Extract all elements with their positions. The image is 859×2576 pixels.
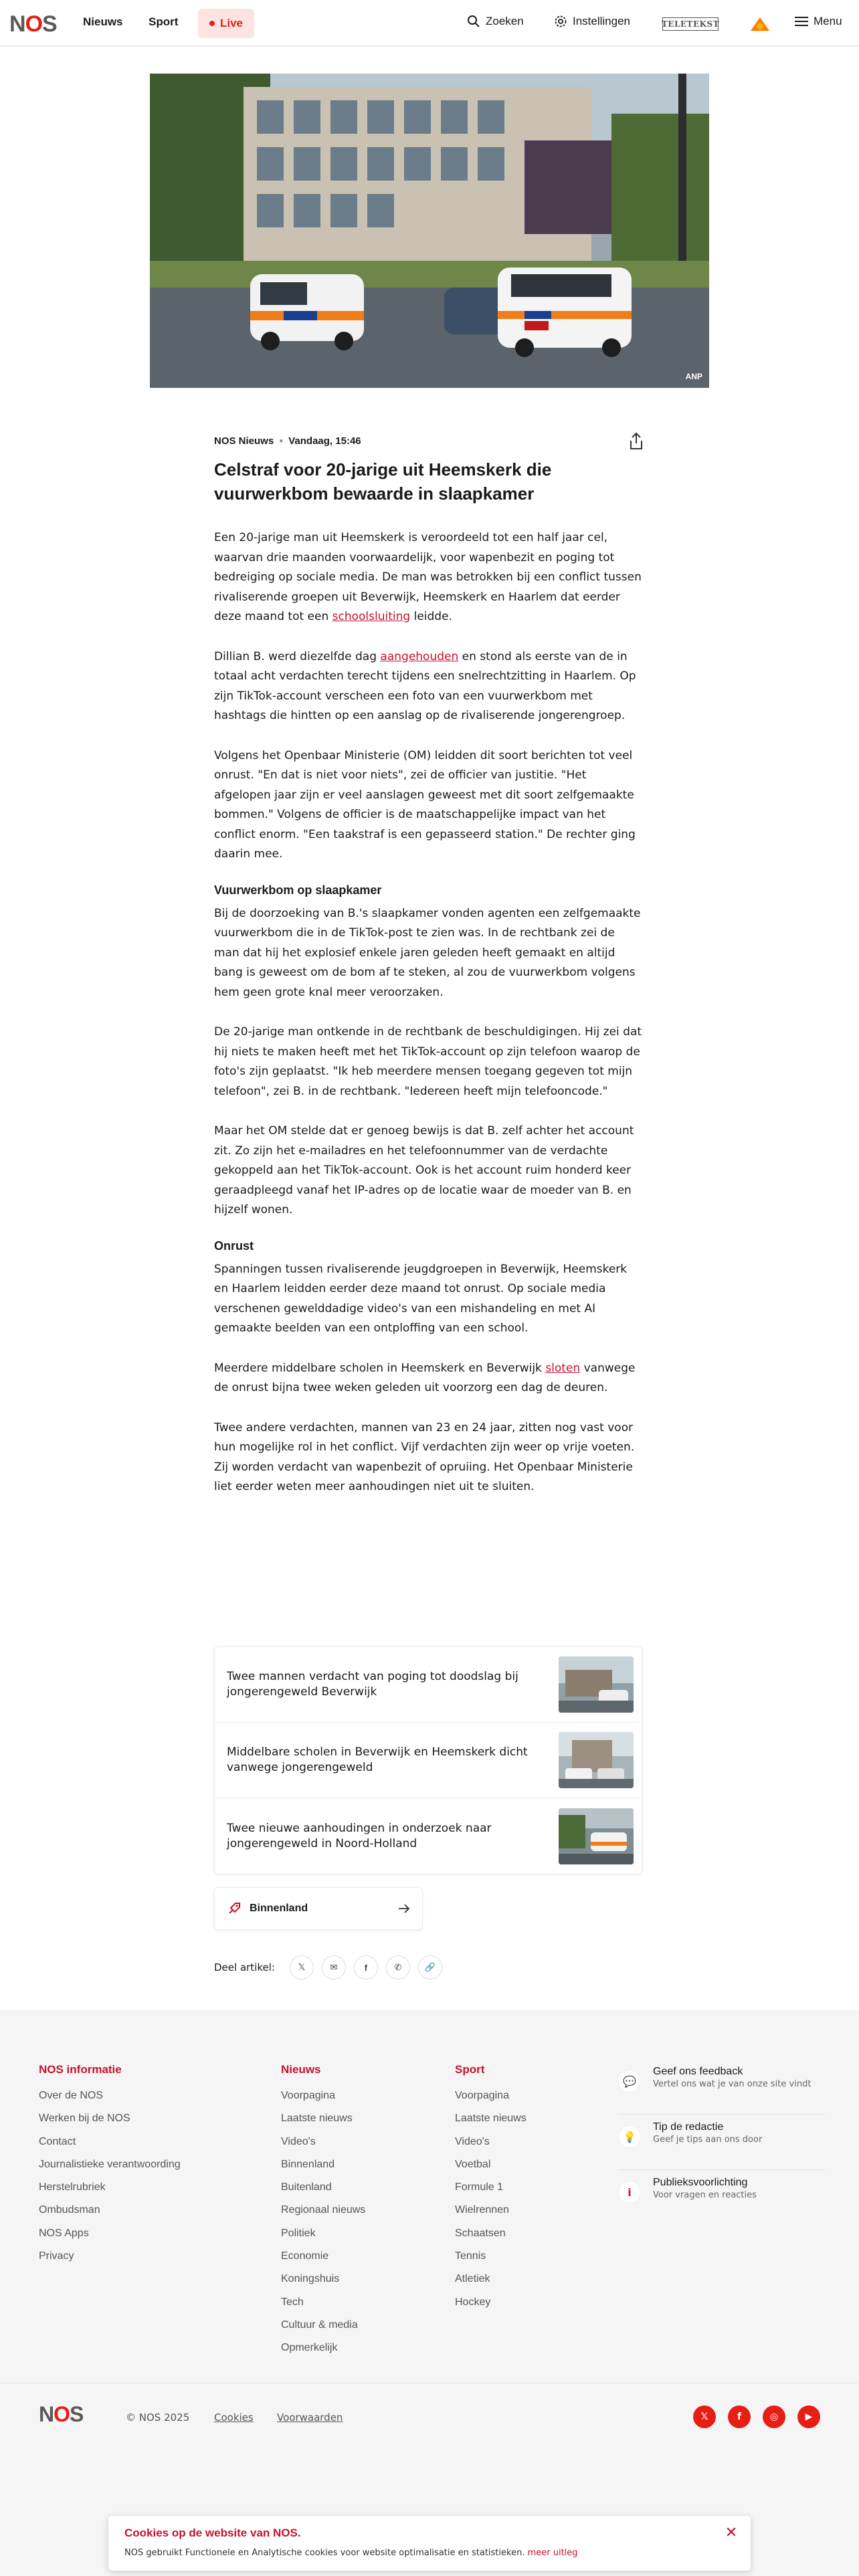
feedback-subtitle: Vertel ons wat je van onze site vindt bbox=[653, 2079, 812, 2089]
paragraph-5: De 20-jarige man ontkende in de rechtbank de beschuldigingen. Hij zei dat hij niets te maken heeft met het TikTok-account op zijn telefoon waarop de foto's zijn geplaatst. "Ik heb meerdere mensen toegang gegeven tot mijn telefoon", zei B. in de rechtbank. "Iedereen heeft mijn telefooncode." bbox=[214, 1025, 642, 1098]
paragraph-2 bbox=[214, 647, 642, 726]
article-meta bbox=[214, 435, 361, 447]
footer-link[interactable]: Laatste nieuws bbox=[281, 2113, 353, 2125]
logo-letter: S bbox=[70, 2402, 84, 2426]
menu-button[interactable] bbox=[795, 15, 842, 28]
footer-link[interactable]: Video's bbox=[281, 2135, 316, 2147]
footer-link[interactable]: Werken bij de NOS bbox=[39, 2113, 130, 2125]
share-article-button[interactable] bbox=[628, 432, 645, 451]
search-label: Zoeken bbox=[486, 15, 524, 27]
footer-link[interactable]: Contact bbox=[39, 2135, 76, 2147]
footer-col-sport bbox=[455, 2062, 527, 2314]
footer-link[interactable]: Regionaal nieuws bbox=[281, 2204, 366, 2216]
chat-icon: 💬 bbox=[618, 2070, 641, 2092]
footer-link[interactable]: Journalistieke verantwoording bbox=[39, 2158, 181, 2170]
footer-col-nieuws bbox=[281, 2062, 365, 2360]
article-title: Celstraf voor 20-jarige uit Heemskerk die vuurwerkbom bewaarde in slaapkamer bbox=[214, 459, 552, 504]
share-row bbox=[214, 1955, 442, 1979]
subheading-vuurwerkbom: Vuurwerkbom op slaapkamer bbox=[214, 883, 382, 897]
nav-sport[interactable]: Sport bbox=[149, 15, 179, 28]
hamburger-icon bbox=[795, 16, 808, 27]
live-dot-icon bbox=[209, 21, 215, 26]
nav-nieuws[interactable]: Nieuws bbox=[83, 15, 123, 28]
logo-letter: S bbox=[42, 11, 57, 37]
related-article-title: Twee mannen verdacht van poging tot doodslag bij jongerengeweld Beverwijk bbox=[227, 1670, 518, 1699]
arrow-right-icon bbox=[398, 1904, 410, 1913]
paragraph-1-text-b: leidde. bbox=[410, 610, 452, 623]
footer-link[interactable]: Privacy bbox=[39, 2250, 74, 2262]
related-article-thumbnail bbox=[559, 1732, 634, 1788]
footer-link[interactable]: Politiek bbox=[281, 2227, 316, 2239]
footer-col-title: Sport bbox=[455, 2063, 485, 2076]
footer-link[interactable]: Formule 1 bbox=[455, 2181, 504, 2193]
footer-copyright: © NOS 2025 bbox=[126, 2411, 190, 2424]
site-header bbox=[0, 0, 859, 47]
cookie-banner bbox=[108, 2516, 751, 2571]
footer-link[interactable]: Voorpagina bbox=[455, 2090, 509, 2101]
article-body bbox=[214, 528, 642, 1517]
site-footer bbox=[0, 2010, 859, 2576]
paragraph-8-text-b: vanwege de onrust bijna twee weken geleden uit voorzorg een dag de deuren. bbox=[214, 1361, 636, 1394]
article-time: Vandaag, 15:46 bbox=[288, 435, 361, 447]
nos-logo[interactable] bbox=[9, 13, 57, 35]
footer-list bbox=[455, 2084, 527, 2314]
search-icon bbox=[467, 15, 480, 28]
lightbulb-icon: 💡 bbox=[618, 2125, 641, 2148]
footer-link[interactable]: Buitenland bbox=[281, 2181, 332, 2193]
footer-link[interactable]: Wielrennen bbox=[455, 2204, 509, 2216]
paragraph-8-text-a: Meerdere middelbare scholen in Heemskerk en Beverwijk bbox=[214, 1361, 546, 1375]
share-email-icon[interactable]: ✉ bbox=[322, 1955, 346, 1979]
feedback-title: Geef ons feedback bbox=[653, 2066, 743, 2077]
category-label: Binnenland bbox=[250, 1903, 308, 1914]
paragraph-1 bbox=[214, 528, 642, 627]
footer-col-title: Nieuws bbox=[281, 2063, 321, 2076]
police-vans-photo bbox=[150, 74, 709, 388]
logo-letter: O bbox=[54, 2402, 70, 2426]
live-label: Live bbox=[219, 17, 244, 29]
settings-button[interactable] bbox=[554, 15, 630, 28]
footer-link[interactable]: Voorpagina bbox=[281, 2090, 335, 2101]
cookie-title: Cookies op de website van NOS. bbox=[124, 2527, 301, 2539]
related-article-1[interactable] bbox=[215, 1647, 642, 1723]
logo-letter: N bbox=[9, 11, 25, 37]
paragraph-2-text-a: Dillian B. werd diezelfde dag bbox=[214, 649, 381, 663]
footer-link[interactable]: NOS Apps bbox=[39, 2227, 89, 2239]
footer-logo[interactable] bbox=[39, 2402, 83, 2427]
category-binnenland[interactable] bbox=[214, 1887, 423, 1930]
footer-link[interactable]: Economie bbox=[281, 2250, 329, 2262]
social-instagram-icon[interactable]: ◎ bbox=[763, 2405, 785, 2428]
social-x-icon[interactable]: 𝕏 bbox=[693, 2405, 716, 2428]
cookie-more-link[interactable]: meer uitleg bbox=[527, 2548, 578, 2558]
teletekst-link[interactable]: TELETEKST bbox=[662, 17, 719, 31]
cookie-text bbox=[124, 2548, 578, 2558]
article-source: NOS Nieuws bbox=[214, 435, 274, 447]
social-youtube-icon[interactable]: ▶ bbox=[797, 2405, 820, 2428]
footer-link[interactable]: Opmerkelijk bbox=[281, 2342, 338, 2354]
footer-link[interactable]: Hockey bbox=[455, 2296, 491, 2308]
paragraph-9: Twee andere verdachten, mannen van 23 en 24 jaar, zitten nog vast voor hun mogelijke rol in het conflict. Vijf verdachten zijn weer op vrije voeten. Zij worden verdacht van wapenbezit of opruiing. Het Openbaar Ministerie liet eerder weten meer aanhoudingen niet uit te sluiten. bbox=[214, 1420, 635, 1493]
footer-link[interactable]: Tech bbox=[281, 2296, 304, 2308]
share-link-icon[interactable]: 🔗 bbox=[418, 1955, 442, 1979]
related-article-title: Middelbare scholen in Beverwijk en Heemskerk dicht vanwege jongerengeweld bbox=[227, 1745, 528, 1774]
live-button[interactable] bbox=[198, 9, 254, 38]
footer-link[interactable]: Atletiek bbox=[455, 2273, 490, 2285]
logo-letter: N bbox=[39, 2402, 54, 2426]
npo-start-icon[interactable] bbox=[748, 15, 772, 33]
footer-link[interactable]: Herstelrubriek bbox=[39, 2181, 106, 2193]
logo-text bbox=[9, 11, 57, 37]
footer-link[interactable]: Tennis bbox=[455, 2250, 486, 2262]
publieksvoorlichting-subtitle: Voor vragen en reacties bbox=[653, 2190, 757, 2200]
search-button[interactable] bbox=[467, 15, 524, 28]
paragraph-3: Volgens het Openbaar Ministerie (OM) leidden dit soort berichten tot veel onrust. "En dat is niet voor niets", zei de officier van justitie. "Het afgelopen jaar zijn er veel aanslagen geweest met dit soort zelfgemaakte bommen." Volgens de officier is de maatschappelijke impact van het conflict enorm. "Een taakstraf is een gepasseerd station." De rechter ging daarin mee. bbox=[214, 748, 636, 861]
link-schoolsluiting[interactable]: schoolsluiting bbox=[332, 610, 411, 623]
paragraph-4: Bij de doorzoeking van B.'s slaapkamer vonden agenten een zelfgemaakte vuurwerkbom die in de TikTok-post te zien was. In de rechtbank zei de man dat hij het explosief enkele jaren geleden heeft gemaakt en altijd bang is geweest om de bom af te steken, al zou de vuurwerkbom volgens hem geen grote knal meer veroorzaken. bbox=[214, 906, 641, 999]
related-article-thumbnail bbox=[559, 1808, 634, 1864]
paragraph-2-text-b: en stond als eerste van de in totaal acht verdachten terecht tijdens een snelrechtzitting in Haarlem. Op zijn TikTok-account verscheen een foto van een vuurwerkbom met hashtags die hintten op een aanslag op de rivaliserende jongerengroep. bbox=[214, 649, 636, 722]
footer-col-title: NOS informatie bbox=[39, 2063, 122, 2076]
footer-link[interactable]: Schaatsen bbox=[455, 2227, 506, 2239]
related-article-3[interactable] bbox=[215, 1798, 642, 1874]
related-article-2[interactable] bbox=[215, 1723, 642, 1798]
photo-credit: ANP bbox=[685, 372, 702, 381]
footer-list bbox=[281, 2084, 365, 2360]
footer-terms-link[interactable]: Voorwaarden bbox=[277, 2411, 343, 2424]
menu-label: Menu bbox=[814, 15, 842, 27]
footer-link[interactable]: Binnenland bbox=[281, 2158, 335, 2170]
cookie-text-body: NOS gebruikt Functionele en Analytische cookies voor website optimalisatie en statistieken. bbox=[124, 2548, 528, 2558]
link-aangehouden[interactable]: aangehouden bbox=[380, 649, 459, 663]
rocket-icon bbox=[227, 1901, 242, 1916]
footer-link[interactable]: Koningshuis bbox=[281, 2273, 340, 2285]
paragraph-8 bbox=[214, 1359, 642, 1398]
hero-image bbox=[150, 74, 709, 388]
feedback-list bbox=[618, 2059, 826, 2226]
footer-link[interactable]: Laatste nieuws bbox=[455, 2113, 527, 2125]
share-label: Deel artikel: bbox=[214, 1961, 275, 1973]
settings-label: Instellingen bbox=[573, 15, 631, 27]
tip-title: Tip de redactie bbox=[653, 2121, 724, 2133]
share-facebook-icon[interactable]: f bbox=[354, 1955, 378, 1979]
related-articles bbox=[214, 1646, 642, 1874]
share-icon bbox=[628, 432, 645, 451]
social-facebook-icon[interactable]: f bbox=[728, 2405, 751, 2428]
footer-link[interactable]: Voetbal bbox=[455, 2158, 491, 2170]
close-icon[interactable]: ✕ bbox=[725, 2524, 738, 2541]
logo-letter: O bbox=[25, 11, 43, 37]
footer-cookies-link[interactable]: Cookies bbox=[214, 2411, 254, 2424]
link-sloten[interactable]: sloten bbox=[545, 1361, 581, 1375]
subheading-onrust: Onrust bbox=[214, 1239, 254, 1253]
tip-subtitle: Geef je tips aan ons door bbox=[653, 2135, 763, 2145]
tip-item[interactable] bbox=[618, 2115, 826, 2170]
related-article-title: Twee nieuwe aanhoudingen in onderzoek naar jongerengeweld in Noord-Holland bbox=[227, 1821, 492, 1850]
publieksvoorlichting-title: Publieksvoorlichting bbox=[653, 2177, 748, 2188]
publieksvoorlichting-item[interactable] bbox=[618, 2170, 826, 2226]
gear-icon bbox=[554, 15, 567, 28]
meta-separator-icon: ● bbox=[279, 437, 284, 445]
footer-link[interactable]: Over de NOS bbox=[39, 2090, 104, 2101]
share-x-icon[interactable]: 𝕏 bbox=[290, 1955, 314, 1979]
paragraph-7: Spanningen tussen rivaliserende jeugdgroepen in Beverwijk, Heemskerk en Haarlem leidden eerder deze maand tot onrust. Op sociale media verschenen gewelddadige video's van een mishandeling en met AI gemaakte beelden van een ontploffing van een school. bbox=[214, 1262, 628, 1335]
paragraph-6: Maar het OM stelde dat er genoeg bewijs is dat B. zelf achter het account zit. Zo zijn het e-mailadres en het telefoonnummer van de verdachte gekoppeld aan het TikTok-account. Ook is het account ruim honderd keer geraadpleegd vanaf het IP-adres op de locatie waar de moeder van B. en hijzelf wonen. bbox=[214, 1124, 634, 1216]
footer-link[interactable]: Ombudsman bbox=[39, 2204, 100, 2216]
feedback-item[interactable] bbox=[618, 2059, 826, 2115]
footer-link[interactable]: Video's bbox=[455, 2135, 490, 2147]
share-whatsapp-icon[interactable]: ✆ bbox=[386, 1955, 410, 1979]
footer-list bbox=[39, 2084, 181, 2268]
info-icon: i bbox=[618, 2181, 641, 2204]
footer-col-nos-informatie bbox=[39, 2062, 181, 2268]
paragraph-1-text-a: Een 20-jarige man uit Heemskerk is veroordeeld tot een half jaar cel, waarvan drie maanden voorwaardelijk, voor wapenbezit en poging tot bedreiging op sociale media. De man was betrokken bij een conflict tussen rivaliserende groepen uit Beverwijk, Heemskerk en Haarlem dat eerder deze maand tot een bbox=[214, 531, 642, 623]
footer-link[interactable]: Cultuur & media bbox=[281, 2319, 358, 2331]
related-article-thumbnail bbox=[559, 1656, 634, 1713]
